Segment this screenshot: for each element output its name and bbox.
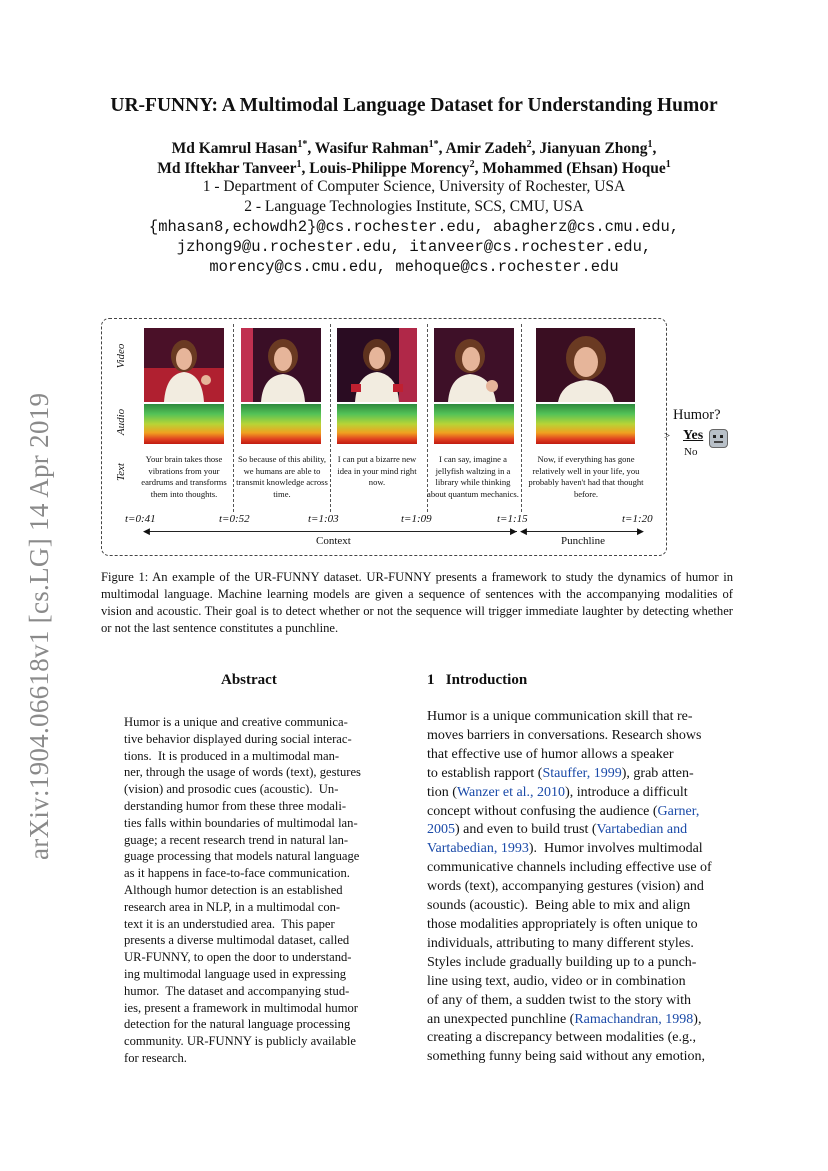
video-frame	[434, 328, 514, 402]
intro-line	[427, 727, 732, 746]
audio-spectrogram	[536, 404, 635, 444]
arxiv-stamp	[20, 360, 60, 860]
time-label: t=1:03	[308, 513, 339, 525]
abstract-line: tive behavior displayed during social interac-	[124, 731, 352, 746]
intro-line	[427, 821, 732, 840]
intro-text: ), introduce a difficult	[565, 784, 688, 800]
abstract-line: presents a diverse multimodal dataset, called	[124, 933, 350, 948]
robot-icon	[709, 429, 728, 448]
intro-text: moves barriers in conversations. Research shows	[427, 727, 702, 743]
author-sup: 2	[469, 159, 475, 170]
abstract-line: ties falls within boundaries of multimodal lan-	[124, 815, 358, 830]
intro-text: concept without confusing the audience (	[427, 803, 658, 819]
intro-line	[427, 897, 732, 916]
intro-text: ), grab atten-	[621, 765, 694, 781]
section-number: 1	[427, 672, 435, 688]
row-label-audio: Audio	[115, 408, 127, 436]
citation-link[interactable]: Vartabedian, 1993	[427, 841, 529, 857]
citation-link[interactable]: Wanzer et al., 2010	[456, 784, 566, 800]
segment-text: Your brain takes those vibrations from your eardrums and transforms them into thoughts.	[141, 454, 227, 499]
context-arrow	[145, 531, 517, 532]
segment-text: I can put a bizarre new idea in your mind right now.	[337, 454, 417, 488]
segment-text: I can say, imagine a jellyfish waltzing in a library while thinking about quantum mechanics.	[427, 454, 519, 499]
citation-link[interactable]: Vartabedian and	[596, 822, 688, 838]
intro-line	[427, 840, 732, 859]
affiliation-1: 1 - Department of Computer Science, University of Rochester, USA	[202, 178, 626, 195]
time-label: t=0:41	[125, 513, 156, 525]
intro-line	[427, 859, 732, 878]
abstract-heading: Abstract	[221, 672, 277, 688]
intro-text: creating a discrepancy between modalities (e.g.,	[427, 1030, 696, 1046]
time-label: t=1:15	[497, 513, 528, 525]
intro-text: Humor is a unique communication skill that re-	[427, 709, 693, 724]
figure-caption: Figure 1: An example of the UR-FUNNY dataset. UR-FUNNY presents a framework to study the dynamics of humor in multimodal language. Machine learning models are given a sequence of sentences with the accompanying modalities of vision and acoustic. Their goal is to detect whether or not the sequence will trigger immediate laughter by detecting whether or not the last sentence constitutes a punchline.	[101, 570, 733, 635]
video-frame	[337, 328, 417, 402]
author-sup: 1*	[428, 139, 439, 150]
intro-text: communicative channels including effective use of	[427, 860, 712, 876]
abstract-line: UR-FUNNY, to open the door to understand-	[124, 950, 352, 965]
intro-text: Styles include gradually building up to a punch-	[427, 954, 697, 970]
author-name: Wasifur Rahman	[314, 140, 429, 158]
audio-spectrogram	[144, 404, 224, 444]
author-name: Md Iftekhar Tanveer	[157, 160, 297, 178]
answer-yes: Yes	[683, 428, 704, 443]
speaker-image	[241, 328, 321, 402]
intro-line	[427, 992, 732, 1011]
abstract-line: for research.	[124, 1050, 187, 1065]
abstract-line: tions. It is produced in a multimodal man-	[124, 748, 340, 763]
intro-line	[427, 708, 732, 727]
robot-eye	[720, 435, 723, 438]
author-name: Mohammed (Ehsan) Hoque	[482, 160, 666, 178]
punchline-label: Punchline	[561, 535, 605, 547]
affiliation-2: 2 - Language Technologies Institute, SCS, CMU, USA	[244, 198, 584, 215]
author-line-1: Md Kamrul Hasan$^{1*}$, Wasifur Rahman$^{1*}$, Amir Zadeh$^2$, Jianyuan Zhong$^1$,	[171, 139, 657, 158]
author-sup: 1	[647, 139, 653, 150]
email-line-3: morency@cs.cmu.edu, mehoque@cs.rochester.edu	[209, 258, 619, 276]
abstract-line: Although humor detection is an established	[124, 882, 343, 897]
time-label: t=1:20	[622, 513, 653, 525]
abstract-line: ner, through the usage of words (text), gestures	[124, 765, 361, 780]
author-name: Jianyuan Zhong	[539, 140, 648, 158]
intro-line	[427, 1029, 732, 1048]
robot-eye	[713, 435, 716, 438]
intro-text: sounds (acoustic). Being able to mix and align	[427, 898, 691, 914]
citation-link[interactable]: Stauffer, 1999	[542, 765, 622, 781]
video-frame	[241, 328, 321, 402]
citation-link[interactable]: Garner,	[657, 803, 700, 819]
intro-text: of any of them, a sudden twist to the story with	[427, 992, 692, 1008]
intro-text: that effective use of humor allows a speaker	[427, 746, 674, 762]
citation-link[interactable]: Ramachandran, 1998	[574, 1011, 694, 1027]
abstract-line: guage processing that models natural language	[124, 849, 360, 864]
abstract-line: derstanding humor from these three modali-	[124, 798, 347, 813]
intro-text: words (text), accompanying gestures (vision) and	[427, 879, 704, 895]
intro-line	[427, 935, 732, 954]
arxiv-stamp-text: arXiv:1904.06618v1 [cs.LG] 14 Apr 2019	[24, 392, 54, 860]
speaker-image	[536, 328, 635, 402]
audio-spectrogram	[434, 404, 514, 444]
author-sup: 2	[526, 139, 532, 150]
intro-text: an unexpected punchline (	[427, 1011, 575, 1027]
abstract-line: guage; a recent research trend in natural lan-	[124, 832, 349, 847]
intro-text: individuals, attributing to many different styles.	[427, 935, 694, 951]
arrow-left-head: ◀	[143, 526, 150, 536]
abstract-line: humor. The dataset and accompanying stud-	[124, 983, 350, 998]
author-line-2: Md Iftekhar Tanveer$^1$, Louis-Philippe Morency$^2$, Mohammed (Ehsan) Hoque$^1$	[157, 159, 671, 178]
video-frame	[144, 328, 224, 402]
speaker-image	[434, 328, 514, 402]
abstract-line: Humor is a unique and creative communica-	[124, 715, 348, 729]
row-label-video: Video	[115, 343, 127, 369]
speaker-image	[337, 328, 417, 402]
section-title: Introduction	[445, 672, 528, 688]
abstract-line: ies, present a framework in multimodal humor	[124, 1000, 358, 1015]
citation-link[interactable]: 2005	[427, 822, 455, 838]
punchline-arrow	[522, 531, 642, 532]
author-sup: 1	[665, 159, 671, 170]
author-sup: 1*	[297, 139, 308, 150]
abstract-line: (vision) and prosodic cues (acoustic). Un-	[124, 782, 339, 797]
audio-spectrogram	[337, 404, 417, 444]
intro-text: ) and even to build trust (	[455, 822, 597, 838]
humor-question: Humor?	[673, 407, 721, 423]
intro-text: to establish rapport (	[427, 765, 543, 781]
segment-separator	[233, 324, 234, 512]
answer-brace: >	[664, 430, 671, 442]
abstract-body	[124, 714, 381, 1067]
paper-title: UR-FUNNY: A Multimodal Language Dataset for Understanding Humor	[110, 95, 718, 116]
arrow-left-head: ◀	[520, 526, 527, 536]
speaker-image	[144, 328, 224, 402]
author-sup: 1	[296, 159, 302, 170]
intro-text: ). Humor involves multimodal	[528, 841, 703, 857]
audio-spectrogram	[241, 404, 321, 444]
time-label: t=0:52	[219, 513, 250, 525]
abstract-line: detection for the natural language processing	[124, 1017, 351, 1032]
intro-text: tion (	[427, 784, 457, 800]
intro-line	[427, 954, 732, 973]
figure-1	[101, 318, 667, 556]
arrow-right-head: ▶	[637, 526, 644, 536]
segment-text: So because of this ability, we humans are able to transmit knowledge across time.	[236, 454, 328, 499]
intro-line	[427, 878, 732, 897]
intro-line	[427, 746, 732, 765]
robot-mouth	[714, 441, 723, 443]
abstract-line: text it is an understudied area. This paper	[124, 916, 335, 931]
author-name: Louis-Philippe Morency	[309, 160, 470, 178]
intro-text: ),	[693, 1011, 702, 1027]
intro-text: something funny being said without any emotion,	[427, 1049, 706, 1065]
intro-line	[427, 765, 732, 784]
intro-line	[427, 803, 732, 822]
answer-no: No	[684, 446, 698, 458]
intro-line	[427, 973, 732, 992]
author-name: Amir Zadeh	[445, 140, 527, 158]
segment-text: Now, if everything has gone relatively well in your life, you probably haven't had that thought before.	[528, 454, 644, 499]
context-label: Context	[316, 535, 351, 547]
arrow-right-head: ▶	[510, 526, 517, 536]
video-frame	[536, 328, 635, 402]
row-label-text: Text	[115, 463, 127, 481]
abstract-line: ing multimodal language used in expressing	[124, 966, 347, 981]
segment-separator	[521, 324, 522, 512]
email-line-2: jzhong9@u.rochester.edu, itanveer@cs.rochester.edu,	[176, 238, 652, 256]
author-name: Md Kamrul Hasan	[171, 140, 298, 158]
abstract-line: research area in NLP, in a multimodal con-	[124, 899, 341, 914]
intro-text: those modalities appropriately is often unique to	[427, 916, 698, 932]
intro-line	[427, 1011, 732, 1030]
intro-body	[427, 708, 732, 1067]
intro-line	[427, 1048, 732, 1067]
intro-line	[427, 784, 732, 803]
intro-text: line using text, audio, video or in combination	[427, 973, 686, 989]
abstract-line: community. UR-FUNNY is publicly available	[124, 1034, 357, 1049]
intro-heading	[427, 672, 527, 689]
email-line-1: {mhasan8,echowdh2}@cs.rochester.edu, abagherz@cs.cmu.edu,	[148, 218, 680, 236]
intro-line	[427, 916, 732, 935]
abstract-line: as it happens in face-to-face communication.	[124, 866, 350, 881]
time-label: t=1:09	[401, 513, 432, 525]
